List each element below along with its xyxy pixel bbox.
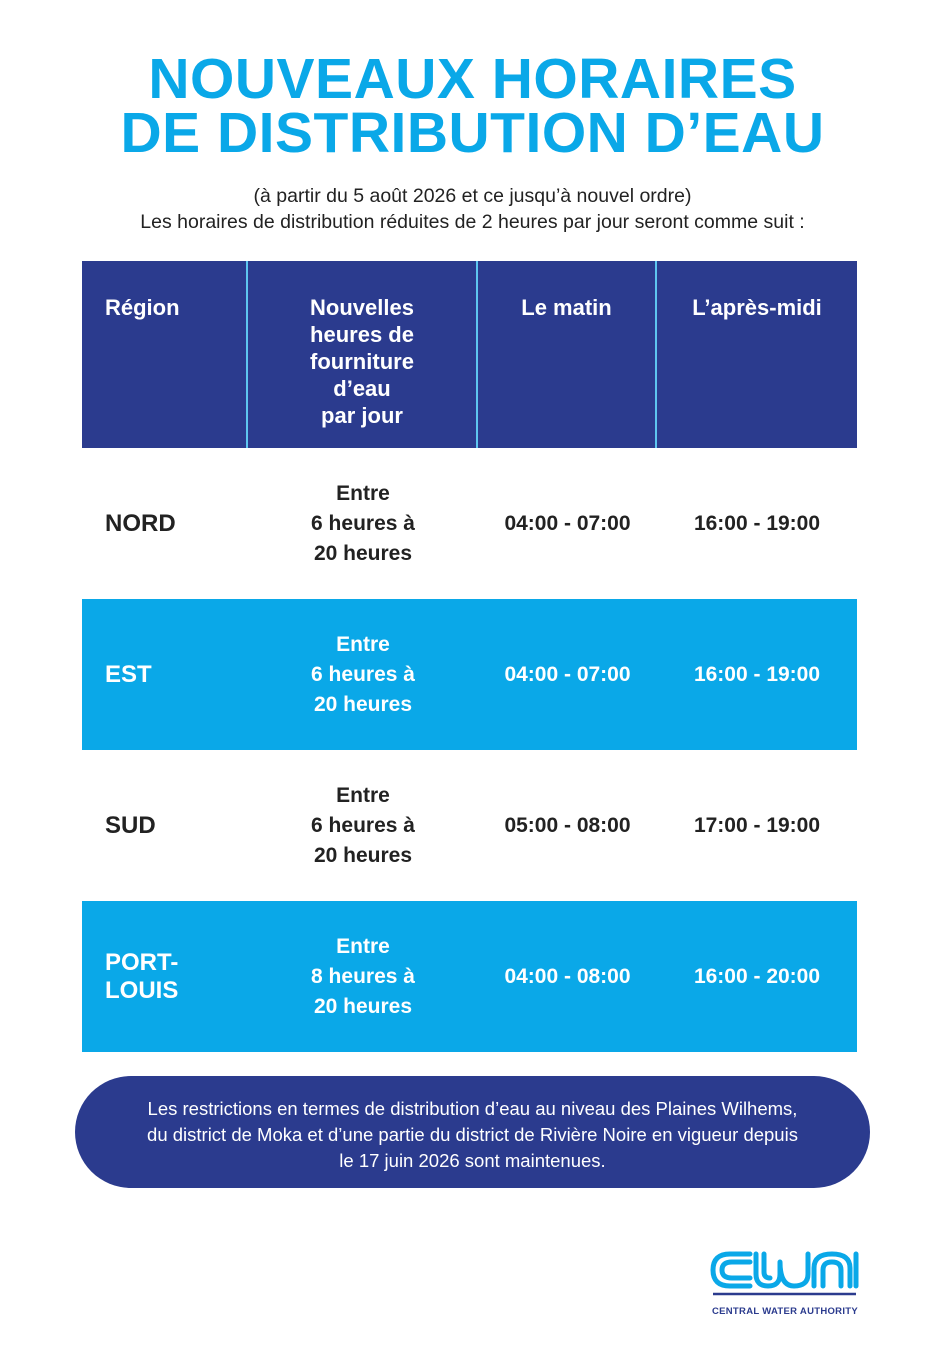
schedule-table [82, 261, 857, 1052]
header-hours-line: Nouvelles [310, 295, 414, 320]
note-line: Les restrictions en termes de distribution d’eau au niveau des Plaines Wilhems, [147, 1098, 798, 1119]
row-afternoon: 16:00 - 19:00 [693, 511, 821, 535]
header-hours-line: fourniture [310, 349, 414, 374]
row-supply-hours [248, 630, 478, 720]
row-supply-hours [248, 781, 478, 871]
hours-line: 20 heures [313, 843, 413, 867]
note-line: le 17 juin 2026 sont maintenues. [339, 1150, 606, 1171]
header-afternoon: L’après-midi [692, 295, 822, 320]
cwa-logo [710, 1248, 860, 1323]
logo-caption: CENTRAL WATER AUTHORITY [711, 1306, 859, 1317]
header-morning: Le matin [478, 261, 657, 448]
hours-line: 20 heures [313, 541, 413, 565]
hours-line: Entre [336, 934, 390, 958]
table-row [82, 599, 857, 750]
row-afternoon: 16:00 - 19:00 [693, 662, 821, 686]
title-line-1: NOUVEAUX HORAIRES [148, 47, 797, 111]
table-row [82, 448, 857, 599]
row-region: SUD [105, 811, 156, 839]
header-hours-line: d’eau [333, 376, 391, 401]
hours-line: Entre [336, 632, 390, 656]
hours-line: Entre [336, 783, 390, 807]
row-morning: 05:00 - 08:00 [504, 813, 631, 837]
cwa-logo-mark-icon [710, 1248, 860, 1304]
hours-line: Entre [336, 481, 390, 505]
hours-line: 8 heures à [311, 964, 415, 988]
table-row [82, 750, 857, 901]
header-hours-line: par jour [321, 403, 403, 428]
restrictions-note [75, 1076, 870, 1188]
hours-line: 6 heures à [311, 511, 415, 535]
header-hours-line: heures de [310, 322, 414, 347]
row-supply-hours [248, 932, 478, 1022]
hours-line: 20 heures [313, 692, 413, 716]
row-region: NORD [105, 509, 176, 537]
table-row [82, 901, 857, 1052]
hours-line: 6 heures à [311, 662, 415, 686]
row-morning: 04:00 - 07:00 [504, 662, 631, 686]
row-afternoon: 17:00 - 19:00 [693, 813, 821, 837]
page-title [0, 47, 945, 165]
hours-line: 6 heures à [311, 813, 415, 837]
row-morning: 04:00 - 07:00 [504, 511, 631, 535]
title-line-2: DE DISTRIBUTION D’EAU [120, 101, 825, 165]
row-morning: 04:00 - 08:00 [504, 964, 631, 988]
row-region: EST [105, 660, 152, 688]
subtitle-intro-line: Les horaires de distribution réduites de 2 heures par jour seront comme suit : [140, 211, 805, 233]
subtitle-date-line: (à partir du 5 août 2026 et ce jusqu’à nouvel ordre) [253, 185, 692, 207]
table-header [82, 261, 857, 448]
row-supply-hours [248, 479, 478, 569]
row-afternoon: 16:00 - 20:00 [693, 964, 821, 988]
hours-line: 20 heures [313, 994, 413, 1018]
header-region: Région [82, 261, 248, 448]
header-supply-hours [248, 261, 478, 448]
note-line: du district de Moka et d’une partie du district de Rivière Noire en vigueur depuis [147, 1124, 798, 1145]
subtitle [0, 183, 945, 235]
row-region: PORT-LOUIS [105, 948, 179, 1004]
